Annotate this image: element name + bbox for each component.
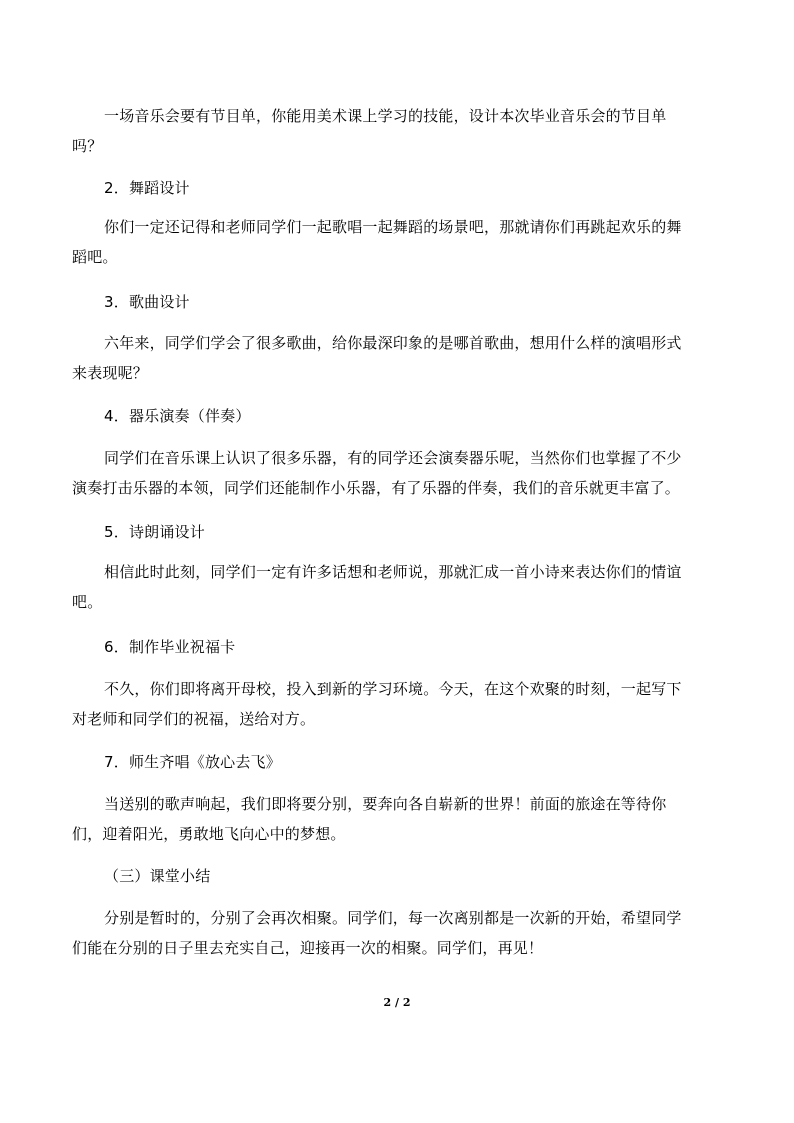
heading-poetry: 5．诗朗诵设计 xyxy=(104,523,205,541)
paragraph-greeting xyxy=(72,674,704,734)
paragraph-line: 当送别的歌声响起，我们即将要分别，要奔向各自崭新的世界！前面的旅途在等待你 xyxy=(104,795,667,813)
heading-dance-design: 2．舞蹈设计 xyxy=(104,179,190,197)
paragraph-line: 分别是暂时的，分别了会再次相聚。同学们，每一次离别都是一次新的开始，希望同学 xyxy=(104,909,682,927)
paragraph-line: 六年来，同学们学会了很多歌曲，给你最深印象的是哪首歌曲，想用什么样的演唱形式 xyxy=(104,334,682,352)
paragraph-line: 同学们在音乐课上认识了很多乐器，有的同学还会演奏器乐呢，当然你们也掌握了不少 xyxy=(104,449,682,467)
heading-chorus: 7．师生齐唱《放心去飞》 xyxy=(104,753,281,771)
paragraph-line: 对老师和同学们的祝福，送给对方。 xyxy=(72,710,316,728)
paragraph-instruments xyxy=(72,443,704,503)
paragraph-songs xyxy=(72,328,704,388)
heading-song-design: 3．歌曲设计 xyxy=(104,293,190,311)
paragraph-line: 蹈吧。 xyxy=(72,248,118,266)
heading-greeting-card: 6．制作毕业祝福卡 xyxy=(104,638,236,656)
heading-instrumental: 4．器乐演奏（伴奏） xyxy=(104,407,251,425)
paragraph-line: 你们一定还记得和老师同学们一起歌唱一起舞蹈的场景吧，那就请你们再跳起欢乐的舞 xyxy=(104,218,682,236)
paragraph-program-list xyxy=(72,101,704,161)
paragraph-farewell-song xyxy=(72,789,704,849)
paragraph-dance xyxy=(72,212,704,272)
paragraph-line: 吧。 xyxy=(72,593,103,611)
paragraph-line: 相信此时此刻，同学们一定有许多话想和老师说，那就汇成一首小诗来表达你们的情谊 xyxy=(104,563,682,581)
paragraph-line: 演奏打击乐器的本领，同学们还能制作小乐器，有了乐器的伴奏，我们的音乐就更丰富了。 xyxy=(72,479,681,497)
heading-summary: （三）课堂小结 xyxy=(104,867,211,885)
paragraph-line: 吗？ xyxy=(72,137,103,155)
paragraph-line: 们，迎着阳光，勇敢地飞向心中的梦想。 xyxy=(72,825,346,843)
paragraph-line: 来表现呢？ xyxy=(72,364,149,382)
paragraph-poetry xyxy=(72,557,704,617)
paragraph-summary xyxy=(72,903,704,963)
paragraph-line: 们能在分别的日子里去充实自己，迎接再一次的相聚。同学们，再见！ xyxy=(72,939,544,957)
page-number: 2 / 2 xyxy=(383,996,411,1009)
paragraph-line: 一场音乐会要有节目单，你能用美术课上学习的技能，设计本次毕业音乐会的节目单 xyxy=(104,107,667,125)
paragraph-line: 不久，你们即将离开母校，投入到新的学习环境。今天，在这个欢聚的时刻，一起写下 xyxy=(104,680,682,698)
